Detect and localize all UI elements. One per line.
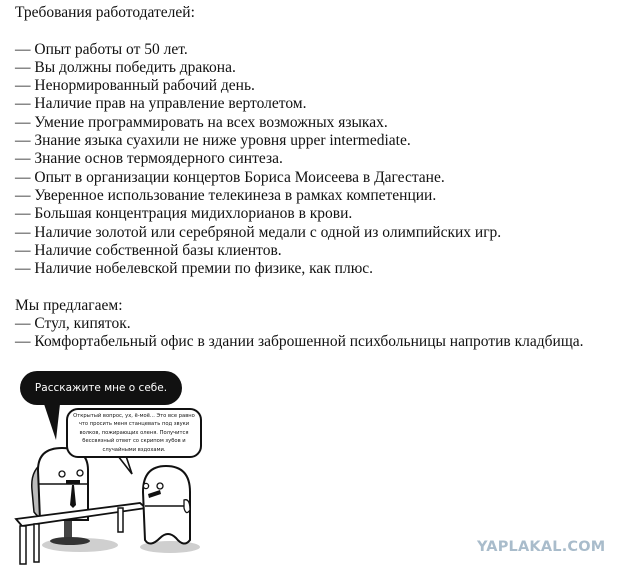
- requirement-item: — Знание языка суахили не ниже уровня upper intermediate.: [15, 132, 411, 150]
- job-posting-text: [15, 4, 584, 352]
- requirement-item: — Наличие золотой или серебряной медали с одной из олимпийских игр.: [15, 223, 502, 241]
- requirement-item: — Большая концентрация мидихлорианов в крови.: [15, 205, 353, 223]
- requirement-item: — Наличие собственной базы клиентов.: [15, 241, 282, 259]
- site-watermark: YAPLAKAL.COM: [477, 539, 606, 555]
- section-gap: [15, 278, 584, 296]
- offer-title: Мы предлагаем:: [15, 296, 123, 314]
- requirement-item: — Вы должны победить дракона.: [15, 58, 236, 76]
- interviewer-speech-text: Расскажите мне о себе.: [34, 382, 168, 394]
- requirement-item: — Ненормированный рабочий день.: [15, 77, 255, 95]
- offer-item: — Стул, кипяток.: [15, 315, 131, 333]
- requirement-item: — Опыт в организации концертов Бориса Моисеева в Дагестане.: [15, 168, 445, 186]
- interviewer-speech-bubble: [20, 371, 182, 405]
- requirements-title: Требования работодателей:: [15, 4, 195, 21]
- requirement-item: — Уверенное использование телекинеза в рамках компетенции.: [15, 186, 437, 204]
- requirement-item: — Умение программировать на всех возможных языках.: [15, 113, 388, 131]
- offer-item: — Комфортабельный офис в здании заброшенной психбольницы напротив кладбища.: [15, 333, 584, 351]
- requirement-item: — Знание основ термоядерного синтеза.: [15, 150, 283, 168]
- requirement-item: — Опыт работы от 50 лет.: [15, 40, 188, 58]
- requirement-item: — Наличие прав на управление вертолетом.: [15, 95, 307, 113]
- requirement-item: — Наличие нобелевской премии по физике, как плюс.: [15, 260, 374, 278]
- candidate-speech-bubble: [66, 408, 202, 458]
- candidate-speech-text: Открытый вопрос, ух, ё-моё... Это все равно что просить меня станцевать под звуки волков, пожирающих оленя. Получится бессвязный ответ со скрипом зубов и случайными вздохами.: [73, 413, 195, 453]
